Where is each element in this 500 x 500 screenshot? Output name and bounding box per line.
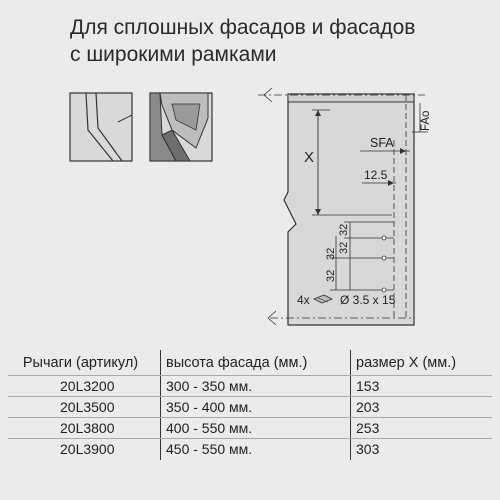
- dim-32-label: 32: [338, 241, 350, 254]
- cabinet-section-drawing: [258, 88, 428, 325]
- frame-facade-illustration: [150, 93, 212, 161]
- screw-size-label: Ø 3.5 x 15: [340, 293, 396, 307]
- cell-height: 300 - 350 мм.: [166, 378, 253, 394]
- cell-height: 450 - 550 мм.: [166, 441, 253, 457]
- cell-article: 20L3500: [60, 399, 115, 415]
- title-line-2: с широкими рамками: [70, 43, 277, 66]
- cell-article: 20L3200: [60, 378, 115, 394]
- dim-12-5-label: 12.5: [364, 168, 388, 182]
- cell-article: 20L3900: [60, 441, 115, 457]
- cell-size-x: 253: [356, 420, 380, 436]
- lever-table: [8, 350, 492, 460]
- solid-facade-illustration: [70, 93, 132, 161]
- fao-label: FAo: [420, 110, 432, 131]
- title-line-1: Для сплошных фасадов и фасадов: [70, 16, 416, 39]
- header-size-x: размер X (мм.): [356, 355, 457, 371]
- cell-size-x: 303: [356, 441, 380, 457]
- table-header-row: [8, 350, 492, 376]
- header-height: высота фасада (мм.): [166, 355, 308, 371]
- dim-32-label: 32: [325, 247, 337, 260]
- cell-height: 400 - 550 мм.: [166, 420, 253, 436]
- screw-count-label: 4x: [297, 293, 310, 307]
- sfa-label: SFA: [370, 136, 394, 150]
- dim-32-label: 32: [338, 223, 350, 236]
- cell-size-x: 203: [356, 399, 380, 415]
- cell-article: 20L3800: [60, 420, 115, 436]
- table-row: [8, 418, 492, 439]
- table-row: [8, 439, 492, 460]
- table-row: [8, 397, 492, 418]
- cell-height: 350 - 400 мм.: [166, 399, 253, 415]
- x-dimension-label: X: [304, 149, 315, 166]
- header-article: Рычаги (артикул): [22, 355, 139, 371]
- dim-32-label: 32: [325, 269, 337, 282]
- cell-size-x: 153: [356, 378, 380, 394]
- table-row: [8, 376, 492, 397]
